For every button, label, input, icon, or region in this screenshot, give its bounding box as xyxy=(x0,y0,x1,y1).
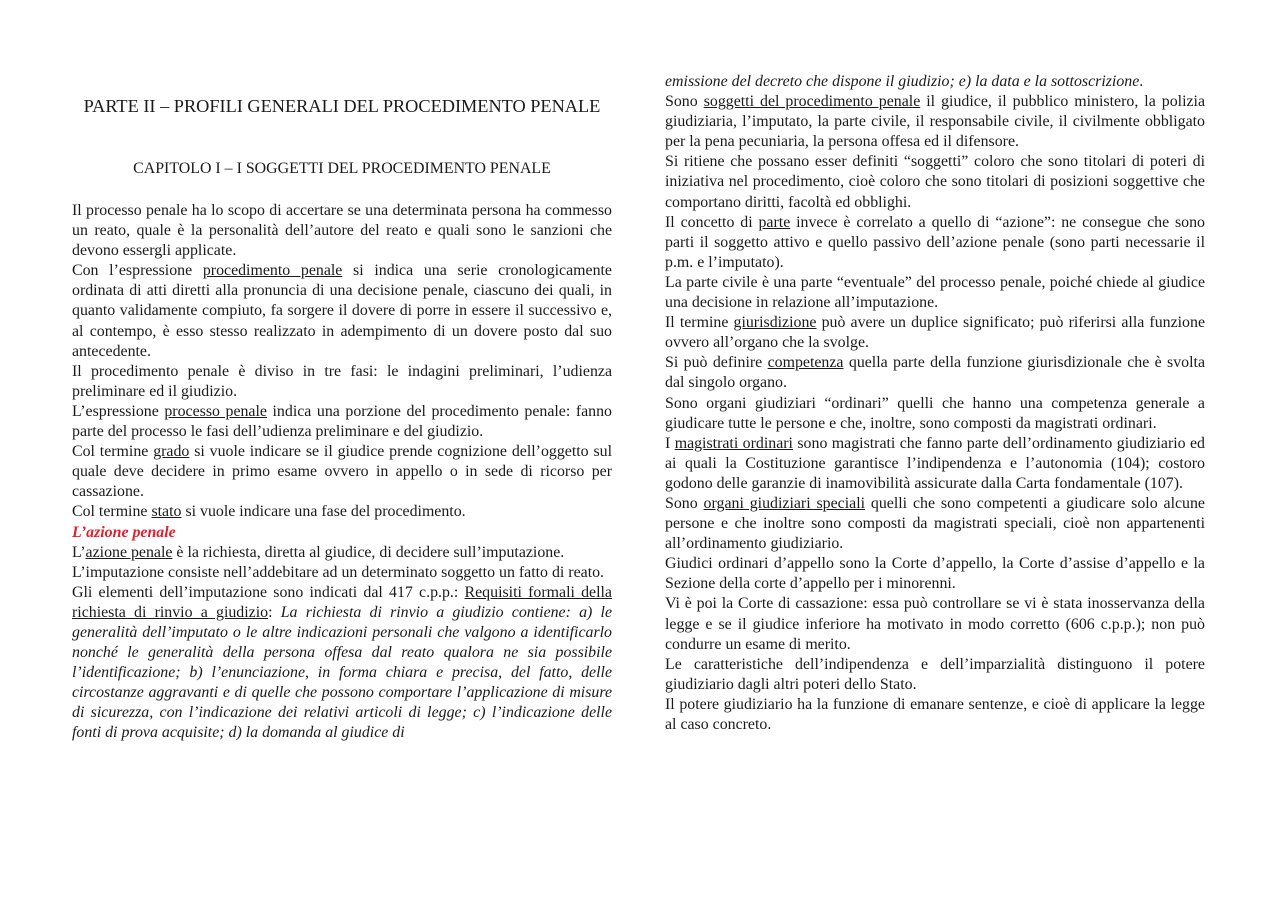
section-heading: L’azione penale xyxy=(72,523,176,541)
paragraph: Le caratteristiche dell’indipendenza e dell’imparzialità distinguono il potere giudiziario dagli altri poteri dello Stato. xyxy=(665,655,1205,693)
underlined-term: azione penale xyxy=(85,543,173,561)
paragraph: Il procedimento penale è diviso in tre fasi: le indagini preliminari, l’udienza preliminare ed il giudizio. xyxy=(72,362,612,400)
paragraph: Sono soggetti del procedimento penale il giudice, il pubblico ministero, la polizia giudiziaria, l’imputato, la parte civile, il responsabile civile, il civilmente obbligato per la pena pecuniaria, la persona offesa ed il difensore. xyxy=(665,93,1206,151)
chapter-title: CAPITOLO I – I SOGGETTI DEL PROCEDIMENTO PENALE xyxy=(133,160,551,177)
paragraph: Il potere giudiziario ha la funzione di emanare sentenze, e cioè di applicare la legge al caso concreto. xyxy=(665,695,1205,733)
paragraph: Gli elementi dell’imputazione sono indicati dal 417 c.p.p.: Requisiti formali della richiesta di rinvio a giudizio: La richiesta di rinvio a giudizio contiene: a) le generalità dell’imputato o le altre indicazioni personali che valgono a identificarlo nonché le generalità della persona offesa dal reato qualora ne sia possibile l’identificazione; b) l’enunciazione, in forma chiara e precisa, del fatto, delle circostanze aggravanti e di quelle che possono comportare l’applicazione di misure di sicurezza, con l’indicazione dei relativi articoli di legge; c) l’indicazione delle fonti di prova acquisite; d) la domanda al giudice di xyxy=(72,583,613,742)
left-column xyxy=(72,201,612,744)
italic-quote: emissione del decreto che dispone il giudizio; e) la data e la sottoscrizione xyxy=(665,73,1140,90)
paragraph: Il processo penale ha lo scopo di accertare se una determinata persona ha commesso un reato, quale è la personalità dell’autore del reato e quali sono le sanzioni che devono essergli applicate. xyxy=(72,202,612,260)
paragraph: Vi è poi la Corte di cassazione: essa può controllare se vi è stata inosservanza della legge e se il giudice inferiore ha motivato in modo corretto (606 c.p.p.); non può condurre un esame di merito. xyxy=(665,595,1205,653)
paragraph: I magistrati ordinari sono magistrati che fanno parte dell’ordinamento giudiziario ed ai quali la Costituzione garantisce l’indipendenza e l’autonomia (104); costoro godono delle garanzie di inamovibilità assicurate dalla Carta fondamentale (107). xyxy=(665,434,1206,492)
underlined-term: grado xyxy=(153,443,190,461)
paragraph: Si può definire competenza quella parte della funzione giurisdizionale che è svolta dal singolo organo. xyxy=(665,354,1205,392)
paragraph: L’espressione processo penale indica una porzione del procedimento penale: fanno parte del processo le fasi dell’udienza preliminare e del giudizio. xyxy=(72,402,613,441)
right-column xyxy=(665,72,1205,735)
paragraph: Il concetto di parte invece è correlato a quello di “azione”: ne consegue che sono parti il soggetto attivo e quello passivo dell’azione penale (sono parti necessarie il p.m. e l’imputato). xyxy=(665,213,1206,271)
paragraph: Sono organi giudiziari “ordinari” quelli che hanno una competenza generale a giudicare tutte le persone e che, inoltre, sono composti da magistrati ordinari. xyxy=(665,394,1205,432)
paragraph: L’imputazione consiste nell’addebitare ad un determinato soggetto un fatto di reato. xyxy=(72,563,605,581)
paragraph: Il termine giurisdizione può avere un duplice significato; può riferirsi alla funzione ovvero all’organo che la svolge. xyxy=(665,314,1206,352)
paragraph: Col termine grado si vuole indicare se il giudice prende cognizione dell’oggetto sul quale deve decidere in primo esame ovvero in appello o in sede di ricorso per cassazione. xyxy=(72,443,612,501)
paragraph: Giudici ordinari d’appello sono la Corte d’appello, la Corte d’assise d’appello e la Sezione della corte d’appello per i minorenni. xyxy=(665,555,1205,593)
paragraph: La parte civile è una parte “eventuale” del processo penale, poiché chiede al giudice una decisione in relazione all’imputazione. xyxy=(665,273,1205,312)
paragraph: emissione del decreto che dispone il giudizio; e) la data e la sottoscrizione. xyxy=(665,73,1144,90)
page-title: PARTE II – PROFILI GENERALI DEL PROCEDIMENTO PENALE xyxy=(83,96,601,116)
paragraph: L’azione penale è la richiesta, diretta al giudice, di decidere sull’imputazione. xyxy=(72,543,565,561)
underlined-term: procedimento penale xyxy=(202,262,343,280)
underlined-term: stato xyxy=(151,503,182,521)
underlined-term: soggetti del procedimento penale xyxy=(703,93,921,111)
underlined-term: competenza xyxy=(767,354,844,372)
underlined-term: organi giudiziari speciali xyxy=(703,494,866,512)
paragraph: Sono organi giudiziari speciali quelli che sono competenti a giudicare solo alcune persone e che inoltre sono composti da magistrati speciali, cioè non appartenenti all’ordinamento giudiziario. xyxy=(665,494,1205,553)
underlined-term: Requisiti formali della richiesta di rinvio a giudizio xyxy=(72,583,612,621)
paragraph: Col termine stato si vuole indicare una fase del procedimento. xyxy=(72,503,466,521)
italic-quote: La richiesta di rinvio a giudizio contiene: a) le generalità dell’imputato o le altre indicazioni personali che valgono a identificarlo nonché le generalità della persona offesa dal reato qualora ne sia possibile l’identificazione; b) l’enunciazione, in forma chiara e precisa, del fatto, delle circostanze aggravanti e di quelle che possono comportare l’applicazione di misure di sicurezza, con l’indicazione dei relativi articoli di legge; c) l’indicazione delle fonti di prova acquisite; d) la domanda al giudice di xyxy=(72,603,613,742)
underlined-term: processo penale xyxy=(164,402,267,420)
underlined-term: giurisdizione xyxy=(733,314,817,332)
underlined-term: magistrati ordinari xyxy=(674,434,793,452)
paragraph: Si ritiene che possano esser definiti “soggetti” coloro che sono titolari di poteri di iniziativa nel procedimento, cioè coloro che sono titolari di posizioni soggettive che comportano diritti, facoltà ed obblighi. xyxy=(665,153,1205,211)
underlined-term: parte xyxy=(758,213,791,231)
paragraph: Con l’espressione procedimento penale si indica una serie cronologicamente ordinata di atti diretti alla pronuncia di una decisione penale, ciascuno dei quali, in quanto validamente compiuto, fa sorgere il dovere di porre in essere il successivo e, al contempo, è esso stesso realizzato in adempimento di un dovere posto dal suo antecedente. xyxy=(72,262,612,360)
